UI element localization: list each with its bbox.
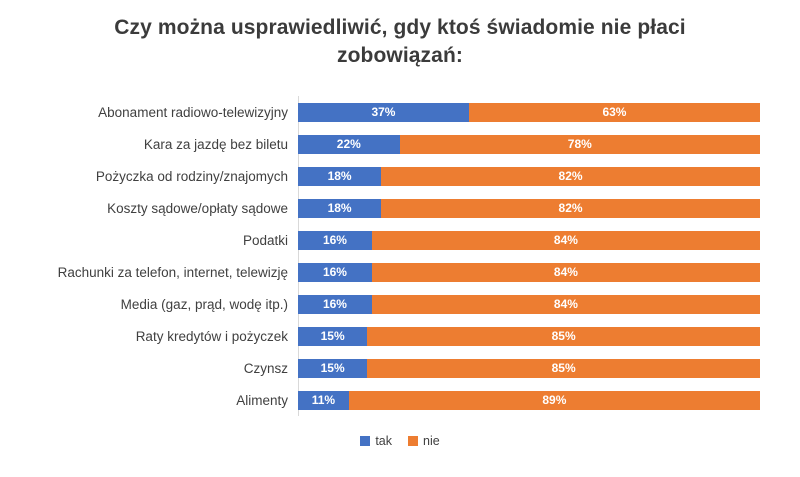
bar-value-label-tak: 37% (371, 105, 396, 119)
bar-segment-nie[interactable] (367, 359, 760, 378)
category-label: Abonament radiowo-telewizyjny (98, 104, 288, 120)
stacked-bar (298, 167, 760, 186)
bar-segment-nie[interactable] (400, 135, 760, 154)
legend-label-nie: nie (423, 434, 440, 448)
bar-value-label-tak: 15% (320, 329, 345, 343)
legend-swatch-tak (360, 436, 370, 446)
stacked-bar (298, 359, 760, 378)
bar-cell (298, 256, 760, 288)
bar-segment-nie[interactable] (367, 327, 760, 346)
bar-segment-tak[interactable] (298, 135, 400, 154)
bar-segment-tak[interactable] (298, 263, 372, 282)
bar-value-label-nie: 89% (542, 393, 567, 407)
bar-row (40, 128, 760, 160)
category-label: Podatki (242, 232, 288, 248)
stacked-bar (298, 327, 760, 346)
bar-segment-tak[interactable] (298, 391, 349, 410)
bar-row (40, 224, 760, 256)
bar-value-label-nie: 82% (558, 201, 583, 215)
category-label: Kara za jazdę bez biletu (143, 136, 288, 152)
bar-row (40, 160, 760, 192)
legend-item-nie[interactable] (408, 434, 440, 448)
bar-cell (298, 224, 760, 256)
stacked-bar (298, 231, 760, 250)
category-label: Alimenty (236, 392, 288, 408)
bar-cell (298, 352, 760, 384)
bar-cell (298, 96, 760, 128)
legend-swatch-nie (408, 436, 418, 446)
bar-segment-tak[interactable] (298, 327, 367, 346)
bar-segment-tak[interactable] (298, 167, 381, 186)
bar-value-label-tak: 18% (327, 169, 352, 183)
category-label: Media (gaz, prąd, wodę itp.) (120, 296, 288, 312)
bar-segment-tak[interactable] (298, 295, 372, 314)
legend-item-tak[interactable] (360, 434, 392, 448)
bar-value-label-nie: 84% (553, 233, 578, 247)
bar-value-label-nie: 85% (551, 329, 576, 343)
chart-title: Czy można usprawiedliwić, gdy ktoś świadomie nie płaci zobowiązań: (114, 16, 686, 68)
stacked-bar (298, 391, 760, 410)
bar-value-label-nie: 82% (558, 169, 583, 183)
bar-cell (298, 192, 760, 224)
bar-segment-nie[interactable] (372, 263, 760, 282)
category-label: Czynsz (243, 360, 288, 376)
category-label: Rachunki za telefon, internet, telewizję (57, 264, 288, 280)
bar-value-label-nie: 78% (567, 137, 592, 151)
bar-row (40, 352, 760, 384)
bar-cell (298, 128, 760, 160)
bar-segment-nie[interactable] (381, 167, 760, 186)
bar-segment-tak[interactable] (298, 199, 381, 218)
bar-row (40, 320, 760, 352)
category-label: Koszty sądowe/opłaty sądowe (107, 200, 288, 216)
category-label: Raty kredytów i pożyczek (135, 328, 288, 344)
bar-segment-tak[interactable] (298, 359, 367, 378)
bar-segment-nie[interactable] (349, 391, 760, 410)
bar-cell (298, 384, 760, 416)
bar-segment-nie[interactable] (469, 103, 760, 122)
bar-row (40, 384, 760, 416)
stacked-bar (298, 263, 760, 282)
bar-value-label-tak: 18% (327, 201, 352, 215)
bar-row (40, 192, 760, 224)
bar-cell (298, 160, 760, 192)
stacked-bar (298, 199, 760, 218)
bar-rows (40, 96, 760, 416)
bar-segment-nie[interactable] (372, 295, 760, 314)
plot-area (40, 96, 760, 416)
bar-value-label-nie: 63% (602, 105, 627, 119)
chart-legend (0, 434, 800, 448)
stacked-bar (298, 135, 760, 154)
bar-segment-tak[interactable] (298, 231, 372, 250)
bar-value-label-tak: 11% (311, 393, 336, 407)
bar-cell (298, 288, 760, 320)
bar-value-label-tak: 16% (322, 233, 347, 247)
stacked-bar (298, 103, 760, 122)
category-label: Pożyczka od rodziny/znajomych (95, 168, 288, 184)
bar-segment-nie[interactable] (372, 231, 760, 250)
bar-segment-nie[interactable] (381, 199, 760, 218)
bar-value-label-nie: 84% (553, 265, 578, 279)
bar-value-label-tak: 16% (322, 265, 347, 279)
bar-value-label-nie: 84% (553, 297, 578, 311)
bar-cell (298, 320, 760, 352)
bar-row (40, 256, 760, 288)
legend-label-tak: tak (375, 434, 392, 448)
stacked-bar (298, 295, 760, 314)
bar-segment-tak[interactable] (298, 103, 469, 122)
bar-value-label-tak: 15% (320, 361, 345, 375)
bar-value-label-tak: 16% (322, 297, 347, 311)
bar-value-label-tak: 22% (336, 137, 361, 151)
bar-value-label-nie: 85% (551, 361, 576, 375)
bar-row (40, 96, 760, 128)
bar-row (40, 288, 760, 320)
